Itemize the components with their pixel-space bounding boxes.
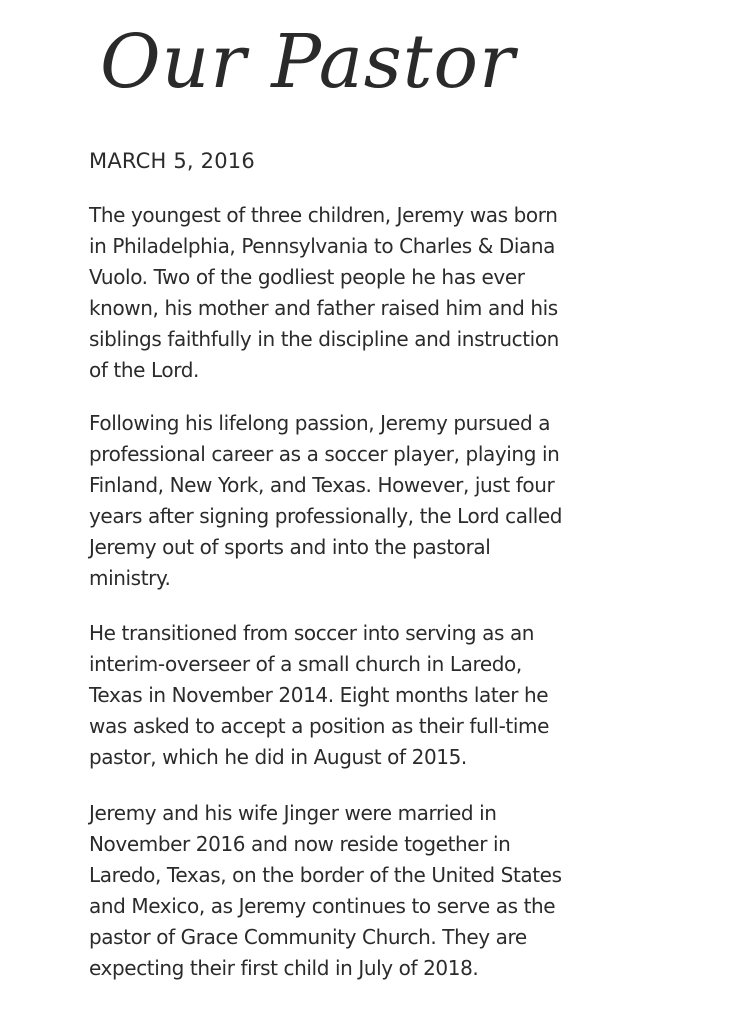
paragraph-line: siblings faithfully in the discipline and instruction <box>89 327 559 351</box>
paragraph-4 <box>89 798 649 984</box>
paragraph-line: professional career as a soccer player, playing in <box>89 442 560 466</box>
paragraph-line: Texas in November 2014. Eight months later he <box>89 683 549 707</box>
paragraph-1 <box>89 200 649 386</box>
paragraph-2 <box>89 408 649 594</box>
paragraph-line: years after signing professionally, the Lord called <box>89 504 563 528</box>
paragraph-line: Following his lifelong passion, Jeremy pursued a <box>89 411 551 435</box>
paragraph-line: The youngest of three children, Jeremy was born <box>89 203 558 227</box>
paragraph-line: pastor of Grace Community Church. They are <box>89 925 527 949</box>
paragraph-line: November 2016 and now reside together in <box>89 832 511 856</box>
paragraph-3 <box>89 618 649 773</box>
paragraph-line: in Philadelphia, Pennsylvania to Charles & Diana <box>89 234 555 258</box>
paragraph-line: ministry. <box>89 566 171 590</box>
paragraph-line: of the Lord. <box>89 358 199 382</box>
paragraph-line: expecting their first child in July of 2018. <box>89 956 479 980</box>
paragraph-line: He transitioned from soccer into serving as an <box>89 621 535 645</box>
paragraph-line: Finland, New York, and Texas. However, just four <box>89 473 555 497</box>
post-date: MARCH 5, 2016 <box>89 149 255 173</box>
paragraph-line: known, his mother and father raised him and his <box>89 296 558 320</box>
paragraph-line: was asked to accept a position as their full-time <box>89 714 549 738</box>
paragraph-line: and Mexico, as Jeremy continues to serve as the <box>89 894 556 918</box>
paragraph-line: interim-overseer of a small church in Laredo, <box>89 652 522 676</box>
paragraph-line: Laredo, Texas, on the border of the United States <box>89 863 562 887</box>
paragraph-line: Jeremy out of sports and into the pastoral <box>89 535 491 559</box>
paragraph-line: pastor, which he did in August of 2015. <box>89 745 467 769</box>
paragraph-line: Jeremy and his wife Jinger were married in <box>89 801 497 825</box>
paragraph-line: Vuolo. Two of the godliest people he has ever <box>89 265 525 289</box>
page-title: Our Pastor <box>100 19 516 105</box>
